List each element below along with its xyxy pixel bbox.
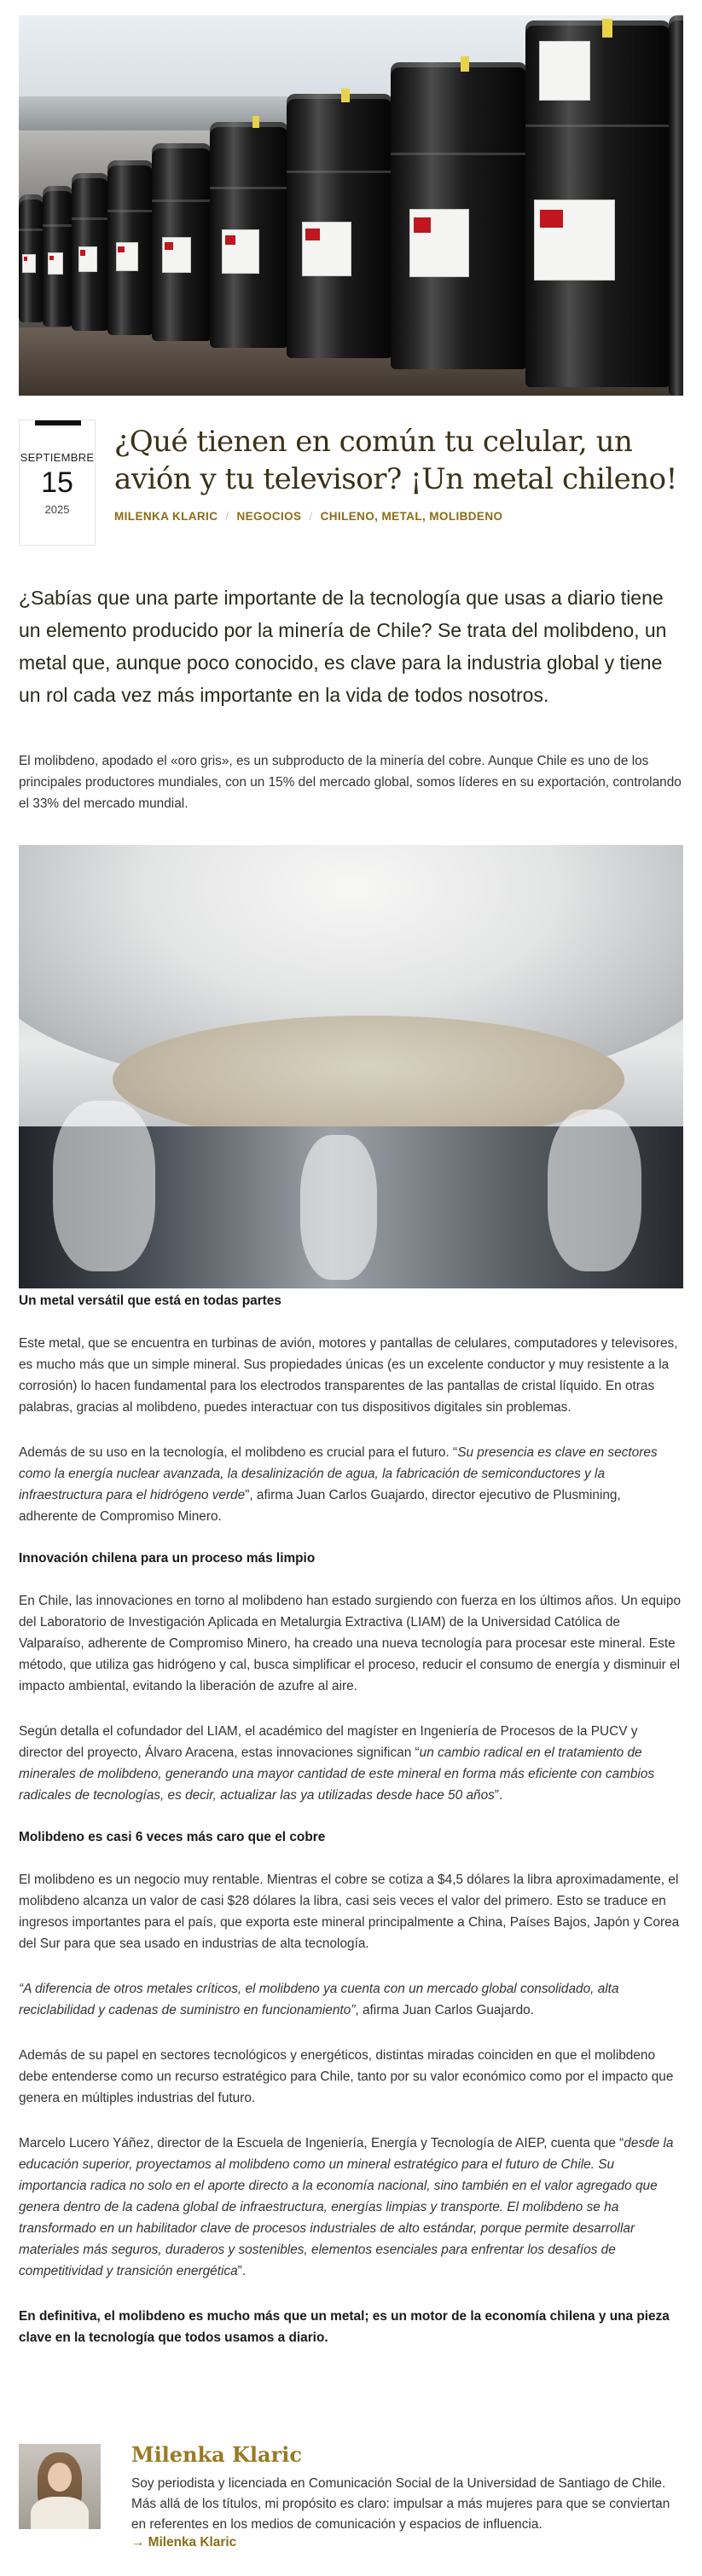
author-box: [19, 2444, 683, 2550]
author-profile-link[interactable]: → Milenka Klaric: [131, 2535, 237, 2550]
quote: desde la educación superior, proyectamos al molibdeno como un mineral estratégico para el futuro de Chile. Su importancia radica no solo en el aporte directo a la economía nacional, sino también en el valor agregado que genera dentro de la cadena global de infraestructura, energías limpias y transporte. El molibdeno se ha transformado en un habilitador clave de procesos industriales de alto estándar, porque permite desarrollar materiales más seguros, duraderos y sostenibles, elementos esenciales para enfrentar los desafíos de competitividad y transición energética: [19, 2136, 674, 2278]
quote: un cambio radical en el tratamiento de minerales de molibdeno, generando una mayor cantidad de este mineral en forma más eficiente con cambios radicales de tecnologías, es decir, actualizar las ya utilizadas desde hace 50 años: [19, 1745, 655, 1803]
date-month: SEPTIEMBRE: [20, 451, 95, 464]
paragraph: Marcelo Lucero Yáñez, director de la Escuela de Ingeniería, Energía y Tecnología de AIEP, cuenta que “desde la educación superior, proyectamos al molibdeno como un mineral estratégico para el futuro de Chile. Su importancia radica no solo en el aporte directo a la economía nacional, sino también en el valor agregado que genera dentro de la cadena global de infraestructura, energías limpias y transporte. El molibdeno se ha transformado en un habilitador clave de procesos industriales de alto estándar, porque permite desarrollar materiales más seguros, duraderos y sostenibles, elementos esenciales para enfrentar los desafíos de competitividad y transición energética”.: [19, 2136, 674, 2278]
paragraph: En Chile, las innovaciones en torno al molibdeno han estado surgiendo con fuerza en los últimos años. Un equipo del Laboratorio de Investigación Aplicada en Metalurgia Extractiva (LIAM) de la Universidad Católica de Valparaíso, adherente de Compromiso Minero, ha creado una nueva tecnología para procesar este mineral. Este método, que utiliza gas hidrógeno y cal, busca simplificar el proceso, reducir el consumo de energía y disminuir el impacto ambiental, evitando la liberación de azufre al aire.: [19, 1594, 682, 1693]
paragraph: Además de su papel en sectores tecnológicos y energéticos, distintas miradas coinciden en que el molibdeno debe entenderse como un recurso estratégico para Chile, tanto por su valor económico como por el impacto que genera en múltiples industrias del futuro.: [19, 2048, 674, 2105]
category-link[interactable]: NEGOCIOS: [236, 510, 302, 523]
quote: Su presencia es clave en sectores como la energía nuclear avanzada, la desalinización de agua, la fabricación de semiconductores y la infraestructura para el hidrógeno verde: [19, 1445, 658, 1502]
image-caption: Un metal versátil que está en todas partes: [19, 1294, 281, 1308]
article: [0, 15, 702, 2550]
date-box: [19, 420, 96, 546]
author-bio: Soy periodista y licenciada en Comunicación Social de la Universidad de Santiago de Chile. Más allá de los títulos, mi propósito es claro: impulsar a más mujeres para que se conviertan en referentes en los medios de comunicación y espacios de influencia.: [131, 2476, 670, 2532]
date-day: 15: [41, 466, 73, 499]
paragraph: El molibdeno es un negocio muy rentable. Mientras el cobre se cotiza a $4,5 dólares la libra aproximadamente, el molibdeno alcanza un valor de casi $28 dólares la libra, casi seis veces el valor del primero. Esto se traduce en ingresos importantes para el país, que exporta este mineral principalmente a China, Países Bajos, Japón y Corea del Sur para que sea usado en industrias de alta tecnología.: [19, 1873, 680, 1951]
article-title: ¿Qué tienen en común tu celular, un avión y tu televisor? ¡Un metal chileno!: [114, 425, 677, 496]
section-heading: Innovación chilena para un proceso más limpio: [19, 1551, 316, 1566]
article-lead: ¿Sabías que una parte importante de la tecnología que usas a diario tiene un elemento producido por la minería de Chile? Se trata del molibdeno, un metal que, aunque poco conocido, es clave para la industria global y tiene un rol cada vez más importante en la vida de todos nosotros.: [19, 587, 667, 706]
date-year: 2025: [44, 503, 70, 516]
author-name: Milenka Klaric: [131, 2442, 302, 2467]
article-meta: MILENKA KLARIC / NEGOCIOS / CHILENO, METAL, MOLIBDENO: [114, 510, 503, 523]
author-link[interactable]: MILENKA KLARIC: [114, 510, 218, 523]
molybdenum-powder-image: [19, 845, 683, 1288]
section-heading: Molibdeno es casi 6 veces más caro que el cobre: [19, 1830, 326, 1844]
article-header: [19, 420, 683, 546]
tags-links[interactable]: CHILENO, METAL, MOLIBDENO: [320, 510, 503, 523]
intro-paragraph: El molibdeno, apodado el «oro gris», es un subproducto de la minería del cobre. Aunque Chile es uno de los principales productores mundiales, con un 15% del mercado global, somos líderes en su exportación, controlando el 33% del mercado mundial.: [19, 754, 682, 811]
quote: “A diferencia de otros metales críticos, el molibdeno ya cuenta con un mercado global consolidado, alta reciclabilidad y cadenas de suministro en funcionamiento”: [19, 1982, 619, 2017]
paragraph: Según detalla el cofundador del LIAM, el académico del magíster en Ingeniería de Procesos de la PUCV y director del proyecto, Álvaro Aracena, estas innovaciones significan “un cambio radical en el tratamiento de minerales de molibdeno, generando una mayor cantidad de este mineral en forma más eficiente con cambios radicales de tecnologías, es decir, actualizar las ya utilizadas desde hace 50 años”.: [19, 1724, 655, 1803]
hero-image-drums: [19, 15, 683, 396]
closing-paragraph: En definitiva, el molibdeno es mucho más que un metal; es un motor de la economía chilena y una pieza clave en la tecnología que todos usamos a diario.: [19, 2309, 670, 2345]
author-avatar: [19, 2444, 101, 2529]
paragraph: “A diferencia de otros metales críticos, el molibdeno ya cuenta con un mercado global consolidado, alta reciclabilidad y cadenas de suministro en funcionamiento”, afirma Juan Carlos Guajardo.: [19, 1982, 619, 2017]
paragraph: Además de su uso en la tecnología, el molibdeno es crucial para el futuro. “Su presencia es clave en sectores como la energía nuclear avanzada, la desalinización de agua, la fabricación de semiconductores y la infraestructura para el hidrógeno verde”, afirma Juan Carlos Guajardo, director ejecutivo de Plusmining, adherente de Compromiso Minero.: [19, 1445, 658, 1524]
paragraph: Este metal, que se encuentra en turbinas de avión, motores y pantallas de celulares, computadores y televisores, es mucho más que un simple mineral. Sus propiedades únicas (es un excelente conductor y muy resistente a la corrosión) lo hacen fundamental para los electrodos transparentes de las pantallas de cristal líquido. En otras palabras, gracias al molibdeno, puedes interactuar con tus dispositivos digitales sin problemas.: [19, 1336, 678, 1415]
